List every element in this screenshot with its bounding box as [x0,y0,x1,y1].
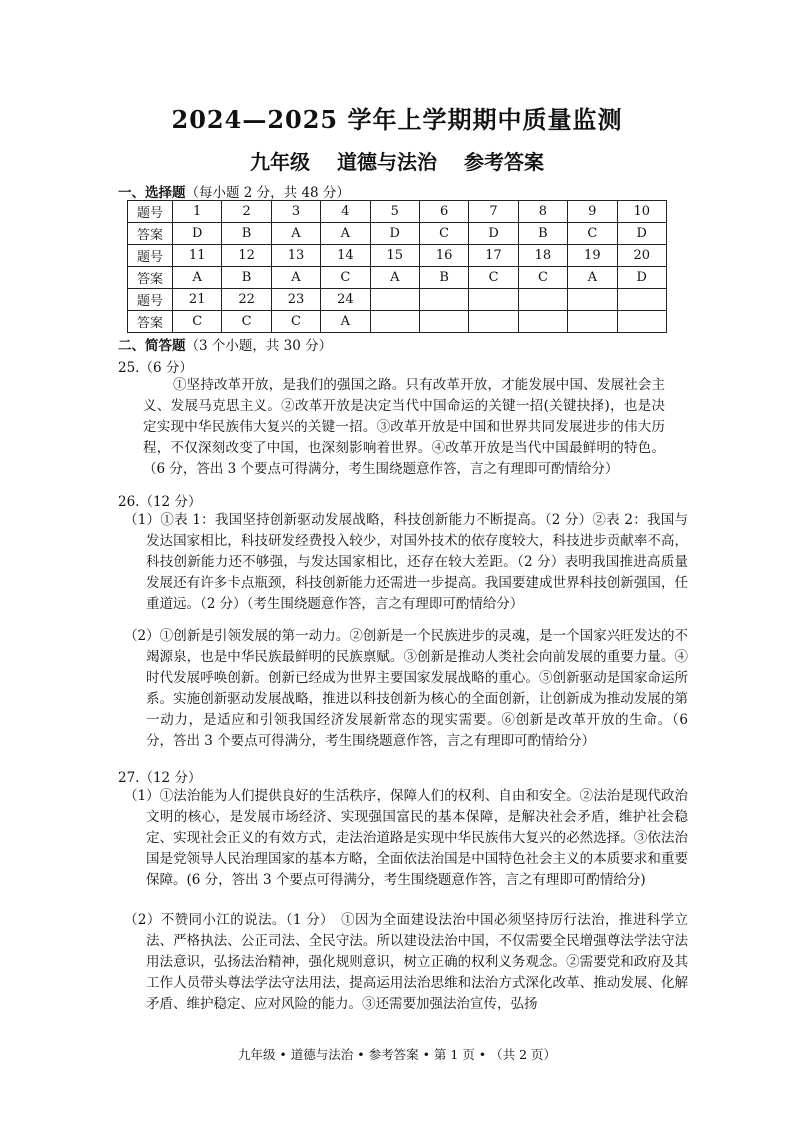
table-cell: 9 [568,201,617,223]
table-row-header: 答案 [128,311,173,333]
answer-table [127,200,667,333]
table-row-header: 题号 [128,245,173,267]
table-cell: 14 [321,245,370,267]
table-cell [370,311,419,333]
table-cell [568,289,617,311]
table-cell: C [518,267,567,289]
section-2-note: （3 个小题，共 30 分） [185,338,333,354]
page-footer: 九年级 • 道德与法治 • 参考答案 • 第 1 页 • （共 2 页） [237,1047,557,1062]
table-cell [617,311,666,333]
table-cell: 6 [419,201,468,223]
table-cell [370,289,419,311]
table-cell [469,289,518,311]
section-1-note: （每小题 2 分，共 48 分） [185,185,350,201]
q26-part1-answer: （1）①表 1：我国坚持创新驱动发展战略，科技创新能力不断提高。（2 分）②表 2：我国与发达国家相比，科技研发经费投入较少，对国外技术的依存度较大，科技进步贡献率不高，科技创新能力还不够强，与发达国家相比，还存在较大差距。（2 分）表明我国推进高质量发展还有许多卡点瓶颈，科技创新能力还需进一步提高。我国要建成世界科技创新强国，任重道远。（2 分）（考生围绕题意作答，言之有理即可酌情给分） [124,512,688,612]
table-cell: 17 [469,245,518,267]
table-cell: C [469,267,518,289]
subject-label: 道德与法治 [337,150,437,174]
table-row [128,267,667,289]
table-cell: 10 [617,201,666,223]
table-cell: C [222,311,271,333]
table-cell: 18 [518,245,567,267]
table-cell: A [321,223,370,245]
table-cell: A [271,223,320,245]
table-cell: 5 [370,201,419,223]
table-cell: A [568,267,617,289]
table-cell: 20 [617,245,666,267]
table-cell: A [173,267,222,289]
table-row-header: 题号 [128,289,173,311]
section-1-heading [118,181,350,201]
table-cell: C [419,223,468,245]
table-cell: 22 [222,289,271,311]
table-cell: A [271,267,320,289]
section-2-label: 二、简答题 [118,338,186,354]
table-cell: 23 [271,289,320,311]
table-cell [518,311,567,333]
table-cell: A [321,311,370,333]
table-cell [469,311,518,333]
q25-answer: ①坚持改革开放，是我们的强国之路。只有改革开放，才能发展中国、发展社会主义、发展马克思主义。②改革开放是决定当代中国命运的关键一招(关键抉择)，也是决定实现中华民族伟大复兴的关键一招。③改革开放是中国和世界共同发展进步的伟大历程，不仅深刻改变了中国，也深刻影响着世界。④改革开放是当代中国最鲜明的特色。（6 分，答出 3 个要点可得满分，考生围绕题意作答，言之有理即可酌情给分） [143,377,665,477]
table-row-header: 题号 [128,201,173,223]
q26-part2-answer: （2）①创新是引领发展的第一动力。②创新是一个民族进步的灵魂，是一个国家兴旺发达的不竭源泉，也是中华民族最鲜明的民族禀赋。③创新是推动人类社会向前发展的重要力量。④时代发展呼唤创新。创新已经成为世界主要国家发展战略的重心。⑤创新驱动是国家命运所系。实施创新驱动发展战略，推进以科技创新为核心的全面创新，让创新成为推动发展的第一动力，是适应和引领我国经济发展新常态的现实需要。⑥创新是改革开放的生命。（6 分，答出 3 个要点可得满分，考生围绕题意作答，言之有理即可酌情给分） [124,628,688,749]
table-cell: 2 [222,201,271,223]
section-2-heading [118,334,332,354]
table-cell: D [370,223,419,245]
table-cell: B [518,223,567,245]
table-cell: 8 [518,201,567,223]
table-cell: 21 [173,289,222,311]
table-cell: B [222,223,271,245]
table-cell: 7 [469,201,518,223]
table-cell: 13 [271,245,320,267]
table-cell: 12 [222,245,271,267]
q27-part1-answer: （1）①法治能为人们提供良好的生活秩序，保障人们的权利、自由和安全。②法治是现代政治文明的核心，是发展市场经济、实现强国富民的基本保障，是解决社会矛盾，维护社会稳定、实现社会正义的有效方式，走法治道路是实现中华民族伟大复兴的必然选择。③依法治国是党领导人民治理国家的基本方略，全面依法治国是中国特色社会主义的本质要求和重要保障。(6 分，答出 3 个要点可得满分，考生围绕题意作答，言之有理即可酌情给分) [124,788,688,888]
table-cell: D [469,223,518,245]
section-1-label: 一、选择题 [118,185,186,201]
doc-type-label: 参考答案 [463,150,544,174]
table-cell [568,311,617,333]
table-cell: C [568,223,617,245]
table-cell: D [617,267,666,289]
q27-part2-answer: （2）不赞同小江的说法。（1 分） ①因为全面建设法治中国必须坚持厉行法治，推进科学立法、严格执法、公正司法、全民守法。所以建设法治中国，不仅需要全民增强尊法学法守法用法意识，弘扬法治精神，强化规则意识，树立正确的权利义务观念。②需要党和政府及其工作人员带头尊法学法守法用法，提高运用法治思维和法治方式深化改革、推动发展、化解矛盾、维护稳定、应对风险的能力。③还需要加强法治宣传，弘扬 [124,912,688,1012]
table-row [128,201,667,223]
table-cell: 24 [321,289,370,311]
q26-heading: 26.（12 分） [118,494,202,510]
table-cell [617,289,666,311]
table-cell [419,311,468,333]
table-cell [518,289,567,311]
table-cell: 15 [370,245,419,267]
table-cell: C [271,311,320,333]
table-cell: C [173,311,222,333]
table-row [128,289,667,311]
table-row [128,223,667,245]
table-cell: 4 [321,201,370,223]
table-cell: D [617,223,666,245]
grade-label: 九年级 [250,150,311,174]
table-cell [419,289,468,311]
table-cell: 16 [419,245,468,267]
table-cell: 3 [271,201,320,223]
q25-heading: 25.（6 分） [118,360,193,376]
page-title: 2024—2025 学年上学期期中质量监测 [171,105,623,134]
q27-heading: 27.（12 分） [118,770,202,786]
table-cell: A [370,267,419,289]
table-cell: B [222,267,271,289]
table-row [128,245,667,267]
table-cell: 1 [173,201,222,223]
table-cell: 11 [173,245,222,267]
page-subtitle [0,146,794,175]
table-row-header: 答案 [128,267,173,289]
table-cell: D [173,223,222,245]
table-cell: 19 [568,245,617,267]
table-cell: C [321,267,370,289]
table-cell: B [419,267,468,289]
table-row-header: 答案 [128,223,173,245]
table-row [128,311,667,333]
